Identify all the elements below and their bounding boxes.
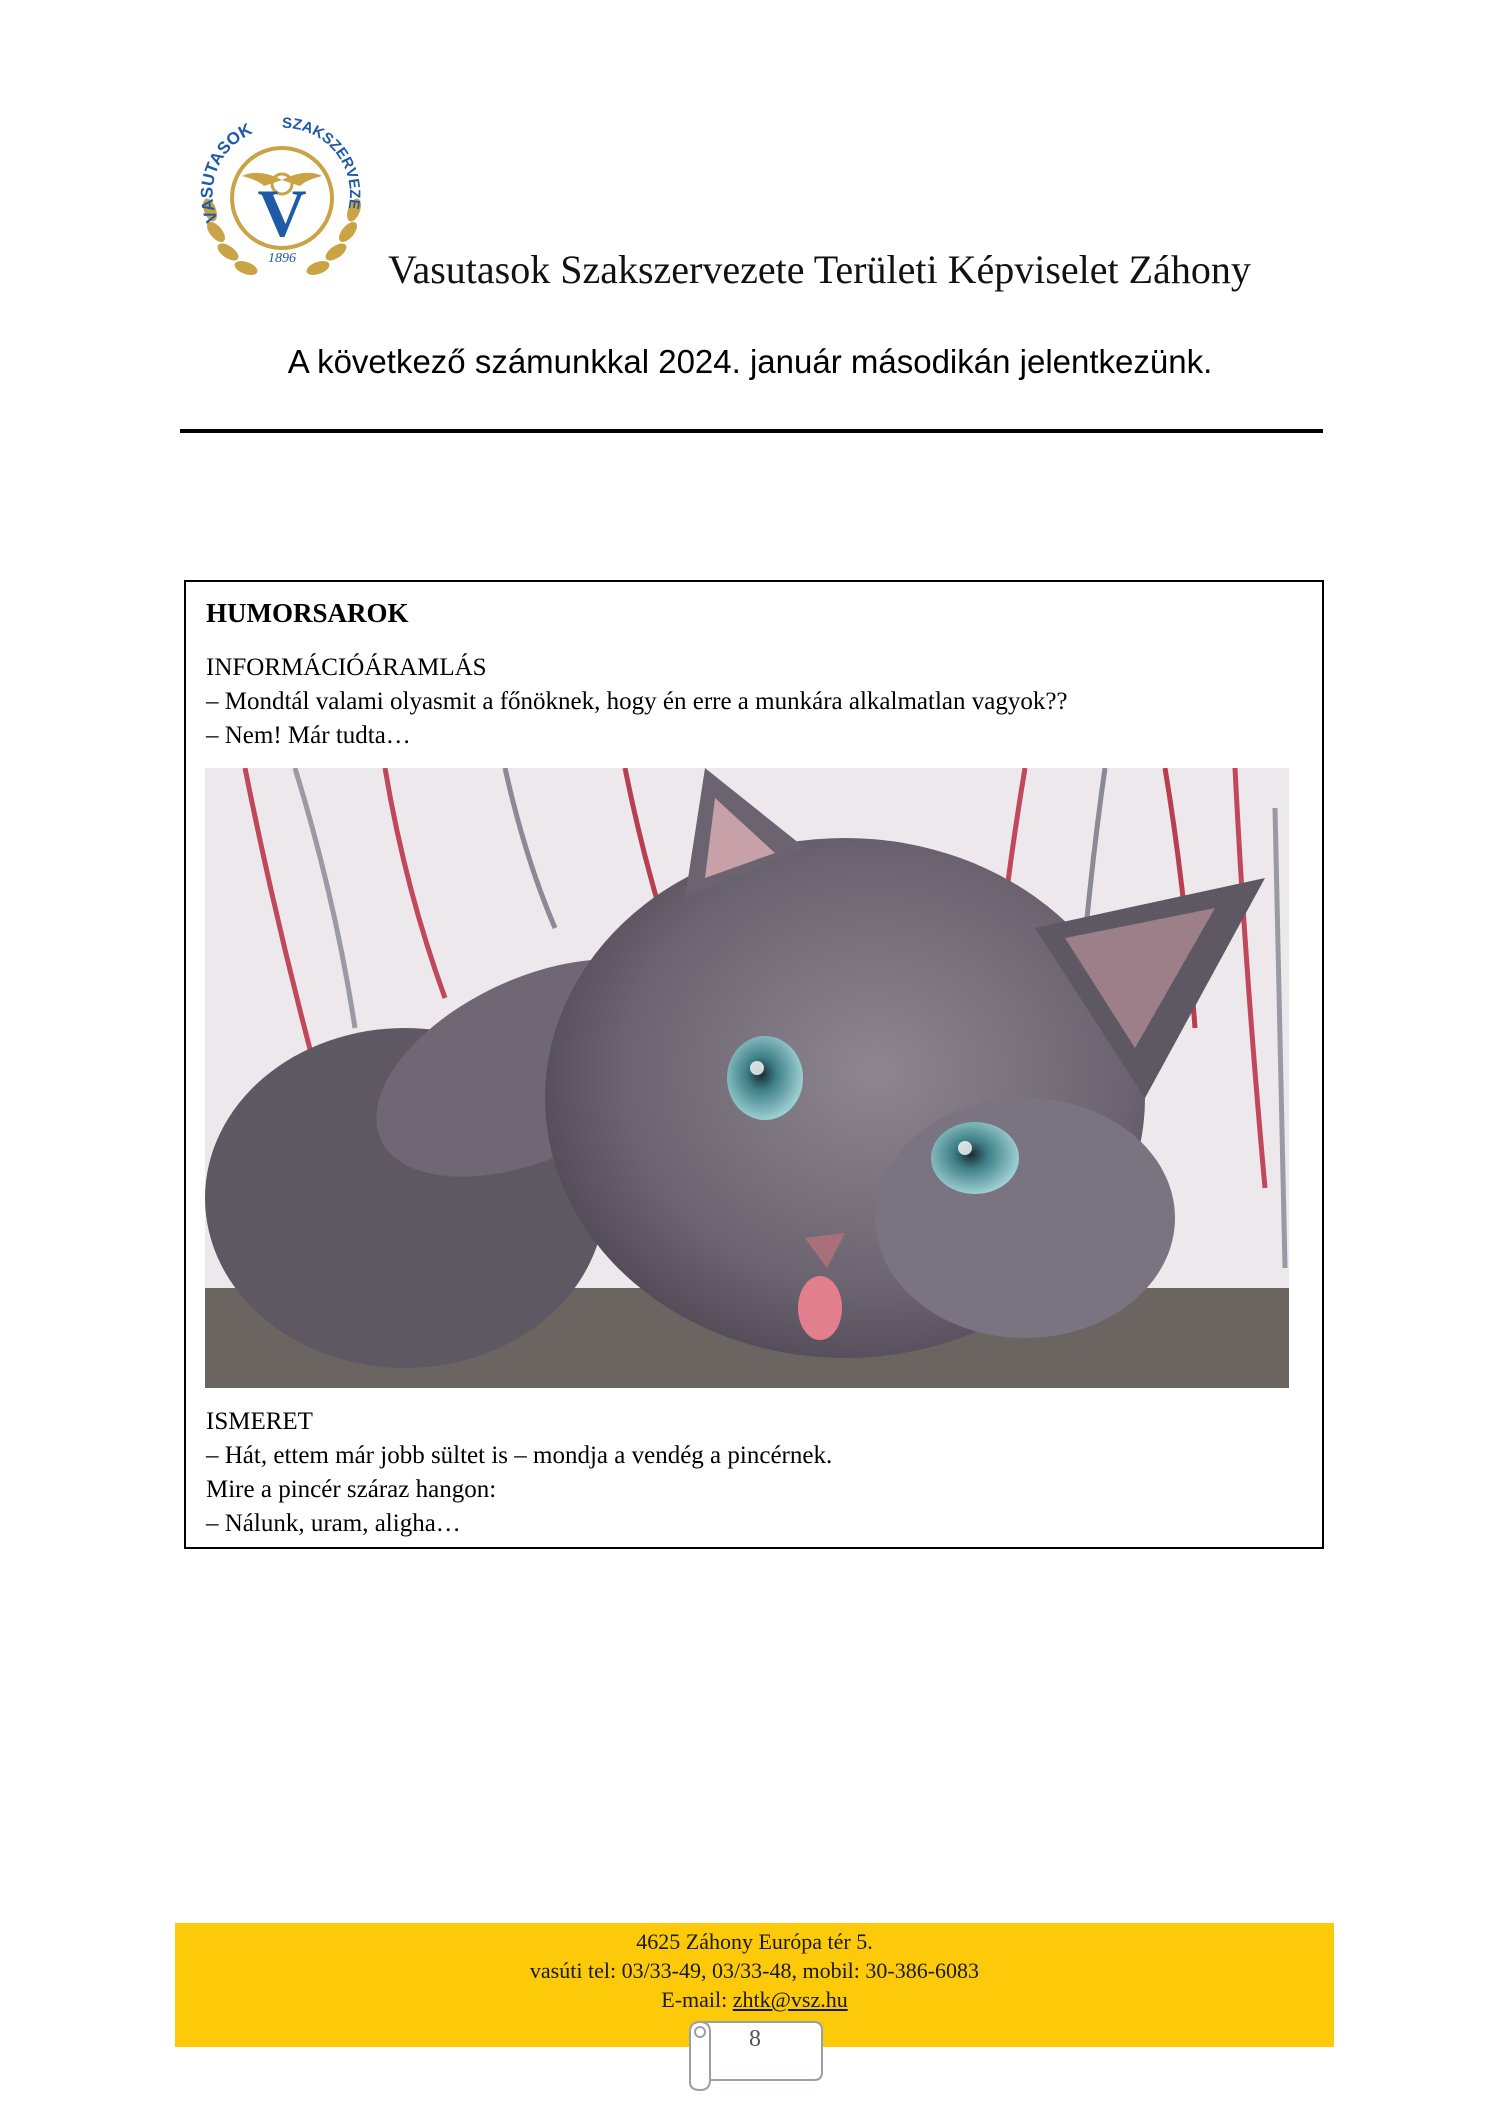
joke2-heading: ISMERET bbox=[206, 1408, 313, 1435]
footer-phones: vasúti tel: 03/33-49, 03/33-48, mobil: 30-386-6083 bbox=[529, 1958, 980, 1983]
humor-section bbox=[184, 580, 1324, 1549]
joke2-line2: Mire a pincér száraz hangon: bbox=[206, 1476, 497, 1503]
footer-email-label: E-mail: bbox=[661, 1987, 733, 2012]
kitten-photo bbox=[205, 768, 1289, 1388]
joke1-line2: – Nem! Már tudta… bbox=[206, 722, 411, 749]
header-divider bbox=[180, 429, 1323, 433]
logo-ring-right: SZAKSZERVEZE bbox=[281, 114, 363, 211]
logo-ring-left: VASUTASOK bbox=[197, 119, 256, 226]
page-number: 8 bbox=[749, 2026, 761, 2052]
joke2-line1: – Hát, ettem már jobb sültet is – mondja a vendég a pincérnek. bbox=[206, 1442, 833, 1469]
svg-text:VASUTASOK bbox=[198, 119, 256, 225]
joke1-line1: – Mondtál valami olyasmit a főnöknek, hogy én erre a munkára alkalmatlan vagyok?? bbox=[206, 688, 1068, 715]
joke2-line3: – Nálunk, uram, aligha… bbox=[206, 1510, 461, 1537]
footer-address: 4625 Záhony Európa tér 5. bbox=[636, 1929, 873, 1954]
organization-name: Vasutasok Szakszervezete Területi Képviselet Záhony bbox=[388, 247, 1251, 292]
footer-email-link[interactable]: zhtk@vsz.hu bbox=[732, 1987, 848, 2012]
next-issue-notice: A következő számunkkal 2024. január másodikán jelentkezünk. bbox=[287, 343, 1213, 380]
footer-email-line bbox=[175, 1985, 1334, 2014]
union-logo bbox=[188, 100, 376, 288]
logo-year: 1896 bbox=[268, 251, 296, 266]
logo-letter: V bbox=[257, 175, 307, 251]
humor-title: HUMORSAROK bbox=[206, 598, 409, 628]
joke1-heading: INFORMÁCIÓÁRAMLÁS bbox=[206, 654, 487, 681]
